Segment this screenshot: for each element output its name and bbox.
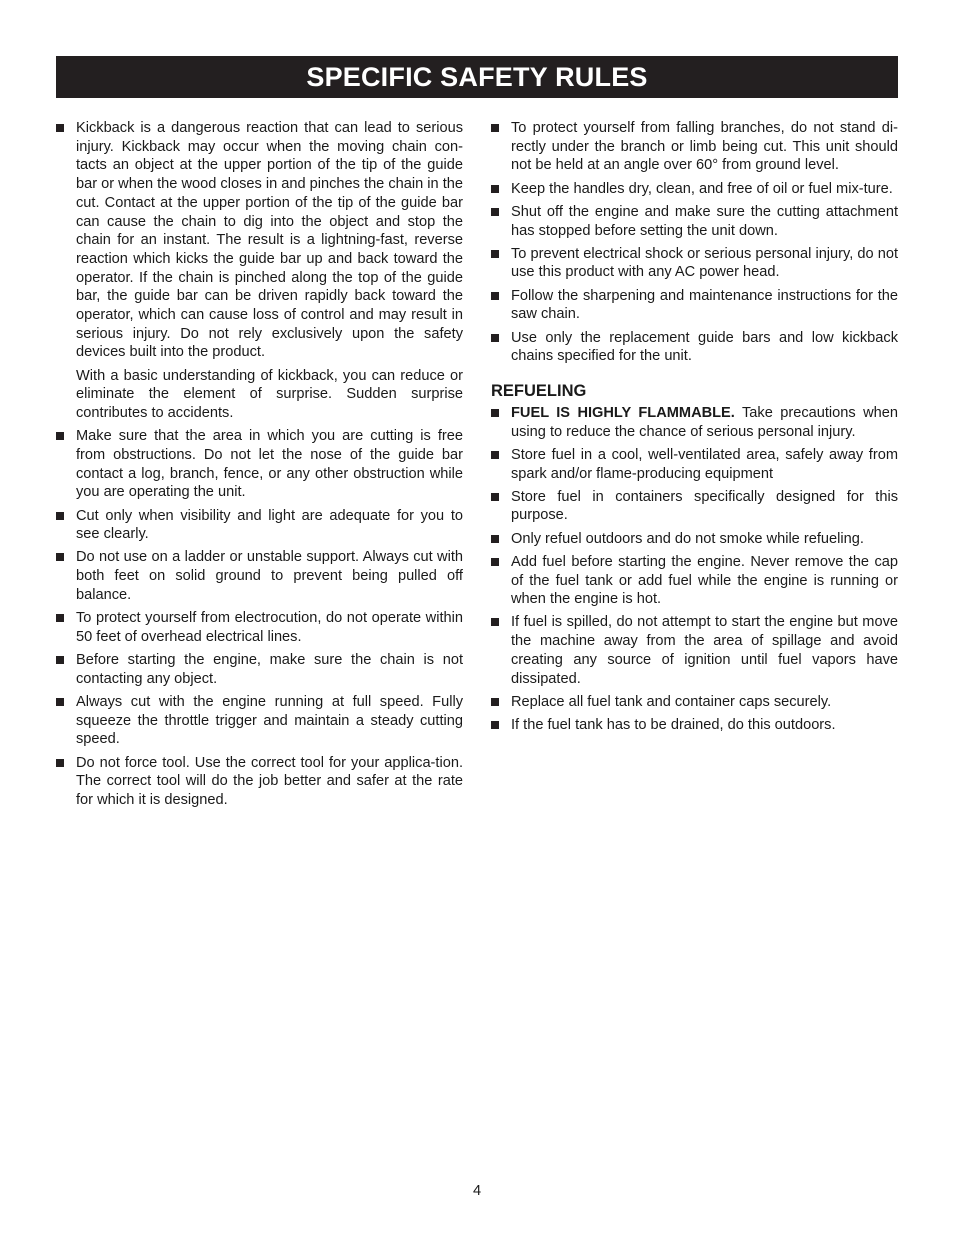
square-bullet-icon — [491, 618, 499, 626]
page-title: SPECIFIC SAFETY RULES — [306, 61, 648, 92]
rule-continuation-text: With a basic understanding of kickback, you can reduce or eliminate the element of surprise. Sudden surprise contributes to accidents. — [76, 367, 463, 422]
rule-text: Store fuel in a cool, well-ventilated area, safely away from spark and/or flame-producing equipment — [511, 446, 898, 482]
square-bullet-icon — [491, 721, 499, 729]
list-item — [56, 651, 463, 688]
list-item — [56, 609, 463, 646]
rule-text: Use only the replacement guide bars and low kickback chains specified for the unit. — [511, 329, 898, 365]
list-item — [56, 754, 463, 810]
rule-text: If fuel is spilled, do not attempt to start the engine but move the machine away from the area of spillage and avoid creating any source of ignition until fuel vapors have dissipated. — [511, 614, 898, 687]
square-bullet-icon — [491, 124, 499, 132]
square-bullet-icon — [56, 124, 64, 132]
square-bullet-icon — [491, 493, 499, 501]
right-column — [491, 119, 898, 739]
rule-text: To protect yourself from falling branches, do not stand di-rectly under the branch or limb being cut. This unit should not be held at an angle over 60° from ground level. — [511, 120, 898, 174]
list-item — [491, 287, 898, 324]
list-item — [56, 507, 463, 544]
square-bullet-icon — [491, 292, 499, 300]
list-item — [56, 693, 463, 749]
rule-text: Before starting the engine, make sure the chain is not contacting any object. — [76, 651, 463, 687]
square-bullet-icon — [491, 698, 499, 706]
square-bullet-icon — [491, 409, 499, 417]
list-item — [491, 203, 898, 240]
list-item — [56, 119, 463, 423]
list-item — [491, 119, 898, 175]
list-item — [491, 613, 898, 688]
rule-text: Replace all fuel tank and container caps securely. — [511, 693, 832, 710]
list-item — [56, 427, 463, 502]
list-item — [491, 530, 898, 549]
list-item — [491, 488, 898, 525]
rule-text — [511, 404, 898, 441]
square-bullet-icon — [56, 432, 64, 440]
rule-text: Do not use on a ladder or unstable support. Always cut with both feet on solid ground to prevent being pulled off balance. — [76, 549, 463, 603]
list-item — [56, 548, 463, 604]
rule-text: Do not force tool. Use the correct tool for your applica-tion. The correct tool will do the job better and safer at the rate for which it is designed. — [76, 754, 463, 808]
rule-text: Add fuel before starting the engine. Never remove the cap of the fuel tank or add fuel while the engine is running or when the engine is hot. — [511, 553, 898, 608]
list-item — [491, 245, 898, 282]
rule-text: Keep the handles dry, clean, and free of oil or fuel mix-ture. — [511, 180, 893, 197]
left-rules-list — [56, 119, 463, 810]
rule-text: Shut off the engine and make sure the cutting attachment has stopped before setting the unit down. — [511, 203, 898, 239]
square-bullet-icon — [491, 250, 499, 258]
rule-text: To prevent electrical shock or serious personal injury, do not use this product with any AC power head. — [511, 245, 898, 281]
square-bullet-icon — [491, 185, 499, 193]
rule-text: Cut only when visibility and light are adequate for you to see clearly. — [76, 507, 463, 543]
list-item — [491, 180, 898, 199]
square-bullet-icon — [56, 553, 64, 561]
rule-text: Kickback is a dangerous reaction that can lead to serious injury. Kickback may occur when the moving chain con-tacts an object at the upper portion of the tip of the guide bar or when the wood closes in and pinches the chain in the cut. Contact at the upper portion of the tip of the guide bar can cause the chain to dig into the object and stop the chain for an instant. The result is a lightning-fast, reverse reaction which kicks the guide bar up and back toward the operator. If the chain is pinched along the top of the guide bar, the guide bar can be driven rapidly back toward the operator, which can cause loss of control and may result in serious injury. Do not rely exclusively upon the safety devices built into the product. — [76, 120, 463, 361]
square-bullet-icon — [56, 656, 64, 664]
square-bullet-icon — [491, 334, 499, 342]
title-banner — [56, 56, 898, 98]
rule-text-rest: Take precautions when using to reduce the chance of serious personal injury. — [511, 404, 898, 440]
square-bullet-icon — [491, 451, 499, 459]
list-item — [491, 693, 898, 712]
list-item — [491, 716, 898, 735]
refueling-heading: REFUELING — [491, 381, 587, 400]
right-rules-list — [491, 119, 898, 366]
rule-text: Follow the sharpening and maintenance instructions for the saw chain. — [511, 287, 898, 323]
square-bullet-icon — [56, 614, 64, 622]
rule-text: If the fuel tank has to be drained, do this outdoors. — [511, 716, 836, 733]
square-bullet-icon — [56, 512, 64, 520]
square-bullet-icon — [491, 208, 499, 216]
rule-text: Store fuel in containers specifically designed for this purpose. — [511, 488, 898, 524]
square-bullet-icon — [56, 759, 64, 767]
rule-text: Only refuel outdoors and do not smoke while refueling. — [511, 530, 864, 547]
square-bullet-icon — [491, 535, 499, 543]
left-column — [56, 119, 463, 814]
rule-text: To protect yourself from electrocution, do not operate within 50 feet of overhead electrical lines. — [76, 610, 463, 645]
square-bullet-icon — [491, 558, 499, 566]
list-item — [491, 329, 898, 366]
list-item — [491, 553, 898, 609]
refueling-rules-list — [491, 404, 898, 735]
square-bullet-icon — [56, 698, 64, 706]
list-item — [491, 404, 898, 441]
rule-emphasis: FUEL IS HIGHLY FLAMMABLE. — [511, 404, 735, 421]
list-item — [491, 446, 898, 483]
page-number: 4 — [472, 1183, 482, 1199]
rule-text: Make sure that the area in which you are cutting is free from obstructions. Do not let the nose of the guide bar contact a log, branch, fence, or any other obstruction while you are operating the unit. — [76, 428, 463, 501]
rule-text: Always cut with the engine running at full speed. Fully squeeze the throttle trigger and maintain a steady cutting speed. — [76, 693, 463, 748]
